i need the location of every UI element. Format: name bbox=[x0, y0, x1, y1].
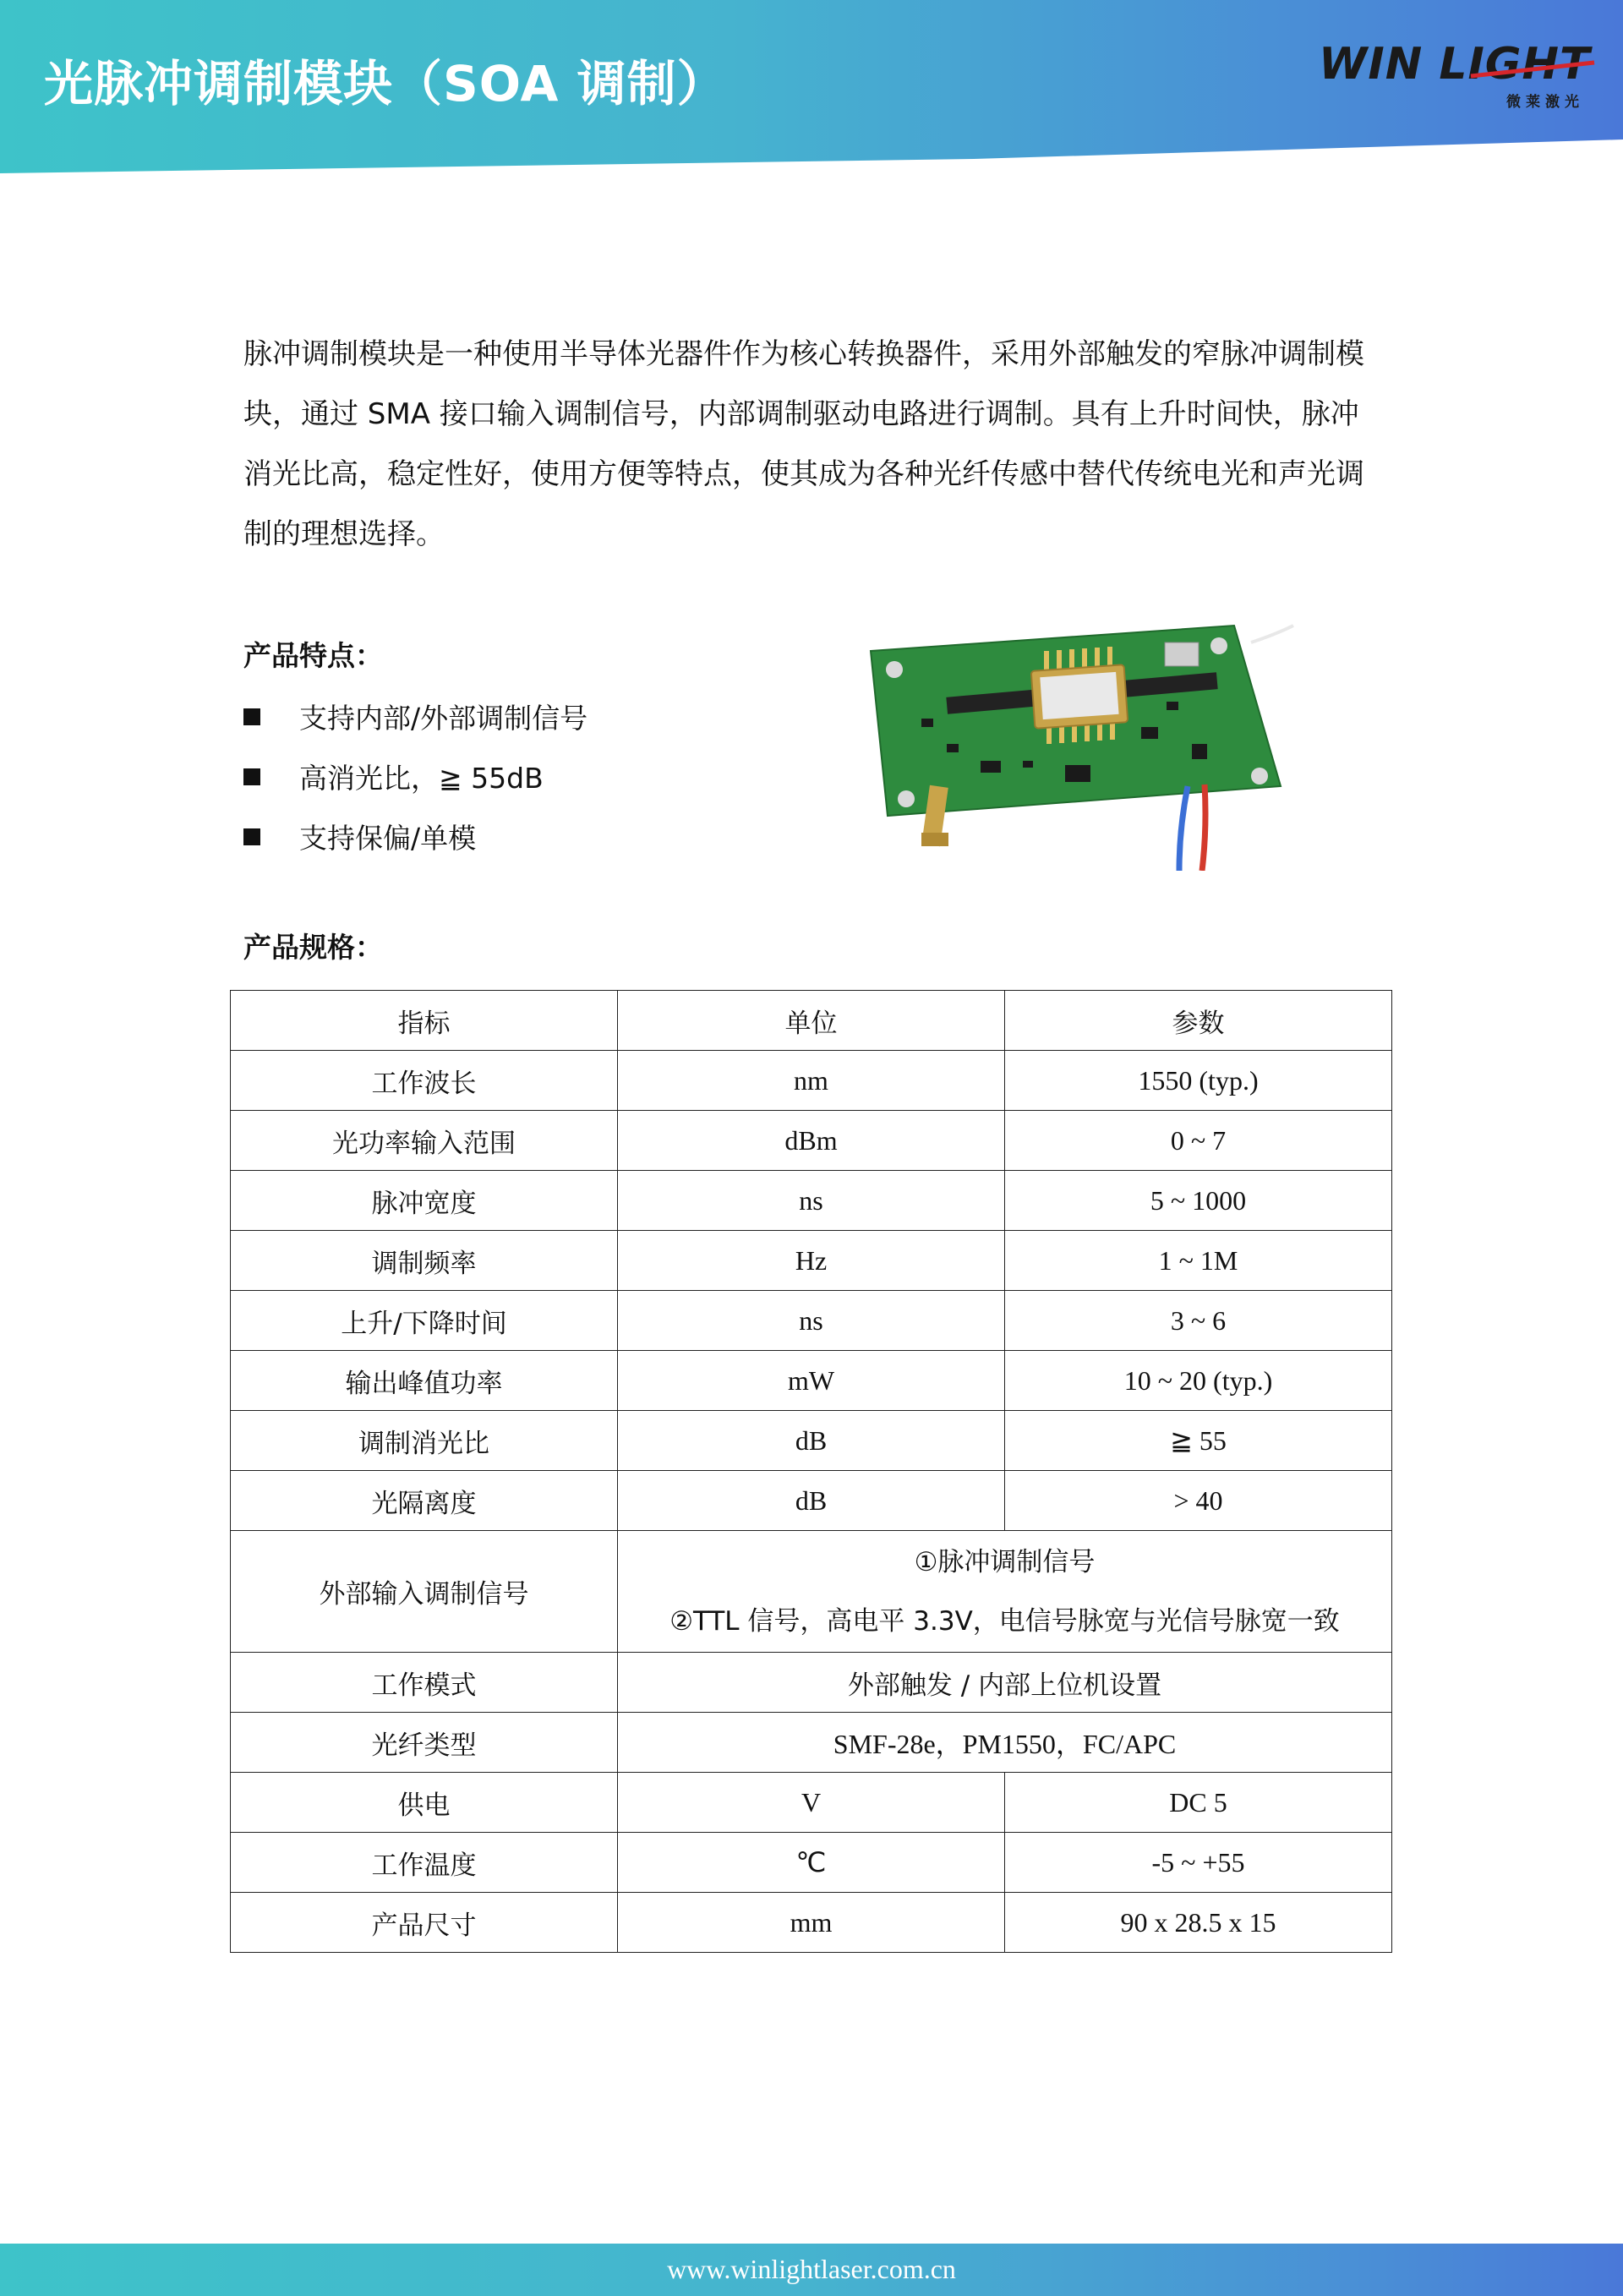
feature-text: 支持内部/外部调制信号 bbox=[299, 702, 588, 735]
page-title: 光脉冲调制模块（SOA 调制） bbox=[44, 55, 727, 112]
spec-value: SMF-28e，PM1550，FC/APC bbox=[618, 1713, 1392, 1773]
logo-text: WIN LIGHT bbox=[1319, 39, 1591, 90]
spec-value: 5 ~ 1000 bbox=[1005, 1171, 1392, 1231]
footer-url: www.winlightlaser.com.cn bbox=[667, 2254, 956, 2284]
feature-list bbox=[243, 686, 835, 866]
external-input-line-2: ②TTL 信号，高电平 3.3V，电信号脉宽与光信号脉宽一致 bbox=[669, 1605, 1340, 1637]
spec-value: 3 ~ 6 bbox=[1005, 1291, 1392, 1351]
table-row bbox=[231, 1773, 1392, 1833]
table-row bbox=[231, 1893, 1392, 1953]
spec-name: 供电 bbox=[231, 1773, 618, 1833]
spec-unit: dB bbox=[618, 1471, 1005, 1531]
spec-table bbox=[230, 990, 1392, 1953]
features-heading: 产品特点： bbox=[243, 639, 383, 672]
column-header: 单位 bbox=[618, 991, 1005, 1051]
feature-text: 高消光比，≧ 55dB bbox=[299, 762, 544, 795]
list-item bbox=[243, 686, 835, 746]
specs-heading: 产品规格： bbox=[243, 931, 383, 964]
spec-name: 光隔离度 bbox=[231, 1471, 618, 1531]
spec-value: -5 ~ +55 bbox=[1005, 1833, 1392, 1893]
table-row bbox=[231, 1351, 1392, 1411]
square-bullet-icon bbox=[243, 708, 260, 725]
spec-name: 输出峰值功率 bbox=[231, 1351, 618, 1411]
table-row bbox=[231, 1531, 1392, 1653]
table-row bbox=[231, 1471, 1392, 1531]
spec-value: ≧ 55 bbox=[1005, 1411, 1392, 1471]
table-row bbox=[231, 1111, 1392, 1171]
spec-value: 10 ~ 20 (typ.) bbox=[1005, 1351, 1392, 1411]
spec-unit: ns bbox=[618, 1171, 1005, 1231]
spec-name: 工作温度 bbox=[231, 1833, 618, 1893]
spec-unit: Hz bbox=[618, 1231, 1005, 1291]
spec-unit: mW bbox=[618, 1351, 1005, 1411]
spec-value bbox=[618, 1531, 1392, 1653]
table-header-row bbox=[231, 991, 1392, 1051]
table-row bbox=[231, 1231, 1392, 1291]
spec-value: DC 5 bbox=[1005, 1773, 1392, 1833]
spec-name: 产品尺寸 bbox=[231, 1893, 618, 1953]
spec-name: 工作模式 bbox=[231, 1653, 618, 1713]
spec-name: 调制消光比 bbox=[231, 1411, 618, 1471]
spec-value: 1550 (typ.) bbox=[1005, 1051, 1392, 1111]
logo-swoosh-icon bbox=[1469, 46, 1596, 85]
spec-unit: mm bbox=[618, 1893, 1005, 1953]
spec-value: 外部触发 / 内部上位机设置 bbox=[618, 1653, 1392, 1713]
table-row bbox=[231, 1051, 1392, 1111]
footer-banner bbox=[0, 2244, 1623, 2296]
list-item bbox=[243, 806, 835, 866]
company-logo bbox=[1319, 41, 1598, 117]
spec-name: 脉冲宽度 bbox=[231, 1171, 618, 1231]
spec-value: 1 ~ 1M bbox=[1005, 1231, 1392, 1291]
logo-subtitle: 微莱激光 bbox=[1506, 94, 1584, 111]
spec-name: 上升/下降时间 bbox=[231, 1291, 618, 1351]
spec-unit: ns bbox=[618, 1291, 1005, 1351]
intro-paragraph: 脉冲调制模块是一种使用半导体光器件作为核心转换器件，采用外部触发的窄脉冲调制模块，通过 SMA 接口输入调制信号，内部调制驱动电路进行调制。具有上升时间快，脉冲消光比高，稳定性好，使用方便等特点，使其成为各种光纤传感中替代传统电光和声光调制的理想选择。 bbox=[243, 337, 1364, 551]
column-header: 参数 bbox=[1005, 991, 1392, 1051]
spec-unit: dB bbox=[618, 1411, 1005, 1471]
spec-unit: ℃ bbox=[618, 1833, 1005, 1893]
table-row bbox=[231, 1411, 1392, 1471]
spec-value: 90 x 28.5 x 15 bbox=[1005, 1893, 1392, 1953]
spec-unit: V bbox=[618, 1773, 1005, 1833]
spec-name: 调制频率 bbox=[231, 1231, 618, 1291]
table-row bbox=[231, 1171, 1392, 1231]
table-row bbox=[231, 1713, 1392, 1773]
spec-value: 0 ~ 7 bbox=[1005, 1111, 1392, 1171]
external-input-line-1: ①脉冲调制信号 bbox=[914, 1546, 1096, 1577]
spec-unit: nm bbox=[618, 1051, 1005, 1111]
spec-name: 光纤类型 bbox=[231, 1713, 618, 1773]
feature-text: 支持保偏/单模 bbox=[299, 822, 477, 855]
spec-name: 外部输入调制信号 bbox=[231, 1531, 618, 1653]
spec-name: 光功率输入范围 bbox=[231, 1111, 618, 1171]
spec-unit: dBm bbox=[618, 1111, 1005, 1171]
square-bullet-icon bbox=[243, 828, 260, 845]
table-row bbox=[231, 1291, 1392, 1351]
list-item bbox=[243, 746, 835, 806]
column-header: 指标 bbox=[231, 991, 618, 1051]
spec-value: > 40 bbox=[1005, 1471, 1392, 1531]
table-row bbox=[231, 1833, 1392, 1893]
product-photo bbox=[854, 617, 1302, 871]
table-row bbox=[231, 1653, 1392, 1713]
spec-name: 工作波长 bbox=[231, 1051, 618, 1111]
square-bullet-icon bbox=[243, 768, 260, 785]
